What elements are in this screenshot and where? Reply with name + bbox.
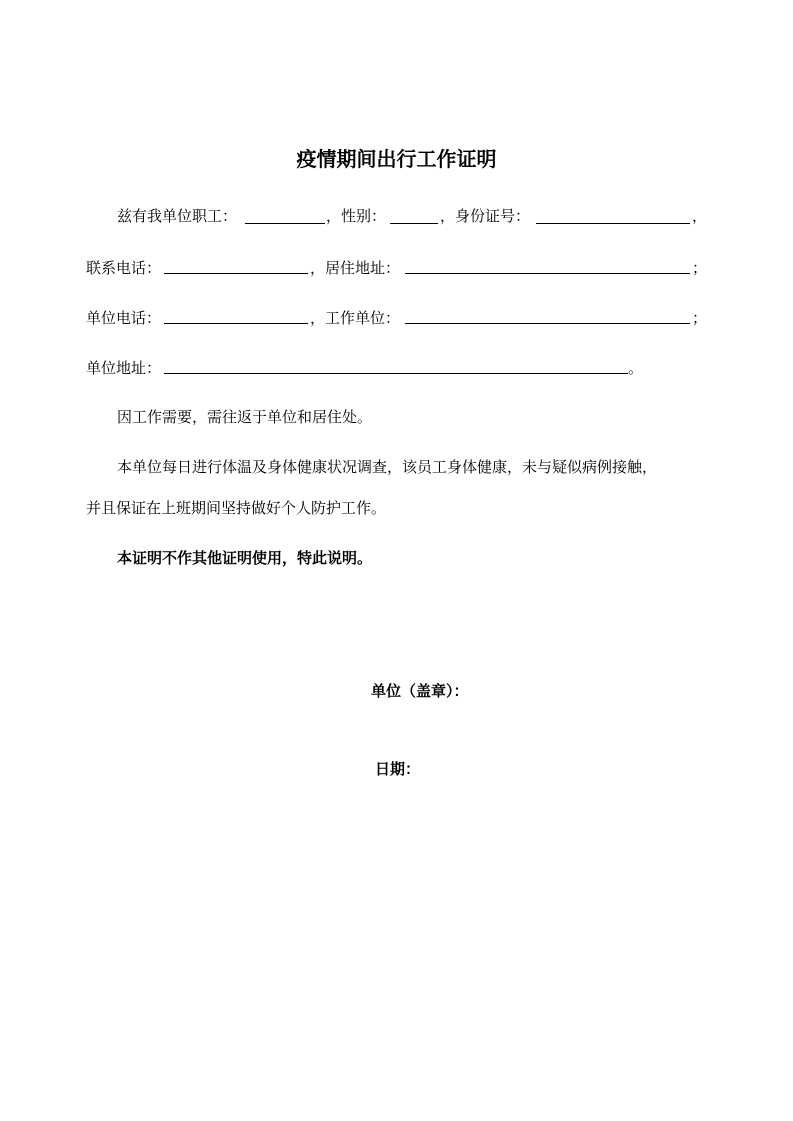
row3-end-punct: ；	[692, 309, 708, 327]
gender-label: ，性别：	[326, 207, 387, 225]
contact-phone-label: 联系电话：	[86, 259, 162, 277]
row4-end-punct: 。	[628, 359, 644, 377]
health-check-paragraph-line2: 并且保证在上班期间坚持做好个人防护工作。	[86, 499, 387, 517]
unit-address-blank[interactable]	[164, 373, 628, 374]
statement-bold: 本证明不作其他证明使用，特此说明。	[117, 549, 373, 567]
id-number-blank[interactable]	[536, 223, 690, 224]
row2-end-punct: ；	[692, 259, 708, 277]
unit-seal-label: 单位（盖章）：	[371, 682, 469, 700]
work-unit-label: ，工作单位：	[310, 309, 401, 327]
employee-name-blank[interactable]	[245, 223, 325, 224]
work-need-paragraph: 因工作需要，需往返于单位和居住处。	[117, 408, 373, 426]
work-unit-blank[interactable]	[405, 323, 690, 324]
unit-address-label: 单位地址：	[86, 359, 162, 377]
health-check-paragraph-line1: 本单位每日进行体温及身体健康状况调查，该员工身体健康，未与疑似病例接触，	[117, 458, 658, 476]
date-label: 日期：	[375, 760, 421, 778]
contact-phone-blank[interactable]	[164, 273, 308, 274]
row1-end-punct: ，	[692, 207, 708, 225]
gender-blank[interactable]	[390, 223, 438, 224]
unit-phone-label: 单位电话：	[86, 309, 162, 327]
home-address-label: ，居住地址：	[310, 259, 401, 277]
row1-intro-label: 兹有我单位职工：	[117, 207, 238, 225]
home-address-blank[interactable]	[405, 273, 690, 274]
document-title: 疫情期间出行工作证明	[296, 147, 497, 171]
unit-phone-blank[interactable]	[164, 323, 308, 324]
id-number-label: ，身份证号：	[440, 207, 531, 225]
